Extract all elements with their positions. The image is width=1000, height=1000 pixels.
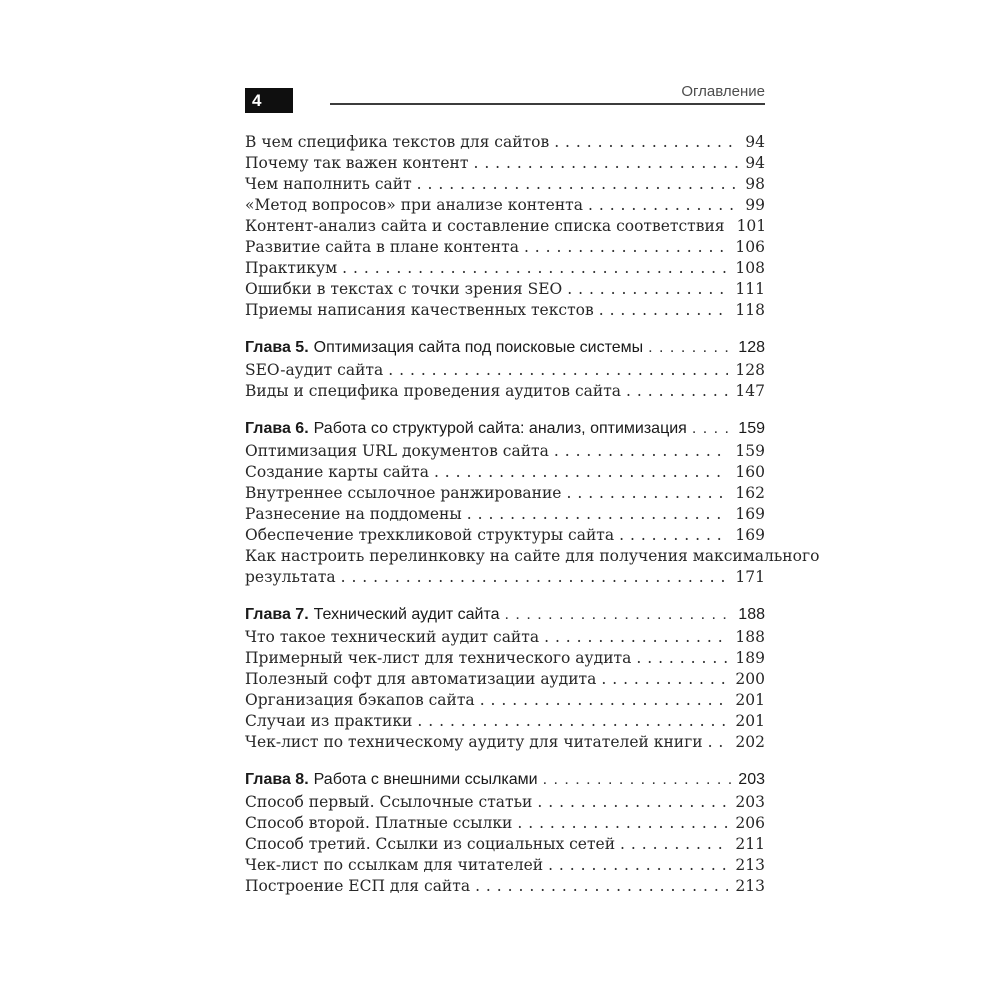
page-number-box	[245, 88, 293, 113]
dot-leader	[566, 483, 728, 504]
entry-page-number: 128	[735, 361, 765, 379]
entry-title: Разнесение на поддомены	[245, 505, 462, 523]
toc-entry	[245, 483, 765, 504]
chapter-heading	[245, 337, 765, 358]
dot-leader	[505, 604, 732, 625]
dot-leader	[341, 567, 729, 588]
toc-entry	[245, 546, 820, 567]
dot-leader	[599, 300, 729, 321]
dot-leader	[417, 174, 739, 195]
entry-page-number: 159	[735, 442, 765, 460]
toc-entry	[245, 258, 765, 279]
entry-title: Способ второй. Платные ссылки	[245, 814, 513, 832]
entry-page-number: 111	[735, 280, 765, 298]
entry-page-number: 189	[735, 649, 765, 667]
toc-entry	[245, 381, 765, 402]
toc-entry	[245, 360, 765, 381]
toc-section	[245, 418, 820, 588]
entry-page-number: 201	[735, 691, 765, 709]
entry-title: Развитие сайта в плане контента	[245, 238, 519, 256]
entry-page-number: 106	[735, 238, 765, 256]
toc-entry	[245, 627, 765, 648]
dot-leader	[554, 441, 729, 462]
dot-leader	[619, 525, 728, 546]
entry-page-number: 169	[735, 505, 765, 523]
entry-page-number: 94	[745, 154, 765, 172]
entry-title: результата	[245, 568, 336, 586]
dot-leader	[626, 381, 728, 402]
entry-page-number: 213	[735, 877, 765, 895]
toc-entry	[245, 567, 765, 588]
chapter-label: Глава 5.	[245, 339, 309, 356]
entry-page-number: 206	[735, 814, 765, 832]
entry-title: Практикум	[245, 259, 338, 277]
toc-entry	[245, 441, 765, 462]
entry-title: Что такое технический аудит сайта	[245, 628, 540, 646]
entry-title: Чем наполнить сайт	[245, 175, 412, 193]
chapter-page-number: 188	[738, 606, 765, 623]
entry-page-number: 160	[735, 463, 765, 481]
entry-title: Случаи из практики	[245, 712, 413, 730]
entry-page-number: 171	[735, 568, 765, 586]
toc-entry	[245, 279, 765, 300]
entry-title: Контент-анализ сайта и составление списка соответствия	[245, 217, 725, 235]
entry-page-number: 200	[735, 670, 765, 688]
entry-page-number: 101	[736, 217, 767, 235]
chapter-label: Глава 8.	[245, 771, 309, 788]
dot-leader	[537, 792, 728, 813]
toc-entry	[245, 711, 765, 732]
entry-page-number: 118	[735, 301, 765, 319]
entry-page-number: 99	[745, 196, 765, 214]
dot-leader	[648, 337, 731, 358]
entry-title: Почему так важен контент	[245, 154, 469, 172]
dot-leader	[544, 627, 728, 648]
entry-title: Организация бэкапов сайта	[245, 691, 475, 709]
entry-page-number: 211	[735, 835, 765, 853]
dot-leader	[708, 732, 729, 753]
entry-title: В чем специфика текстов для сайтов	[245, 133, 550, 151]
toc-entry	[245, 300, 765, 321]
entry-title: Обеспечение трехкликовой структуры сайта	[245, 526, 615, 544]
chapter-heading	[245, 604, 765, 625]
dot-leader	[434, 462, 728, 483]
header-rule	[330, 103, 765, 105]
toc-entry	[245, 855, 765, 876]
dot-leader	[342, 258, 728, 279]
toc-entry	[245, 792, 765, 813]
entry-title: Внутреннее ссылочное ранжирование	[245, 484, 562, 502]
dot-leader	[692, 418, 731, 439]
dot-leader	[467, 504, 729, 525]
toc-entry	[245, 504, 765, 525]
dot-leader	[475, 876, 728, 897]
entry-title: Построение ЕСП для сайта	[245, 877, 471, 895]
dot-leader	[601, 669, 728, 690]
entry-title: Создание карты сайта	[245, 463, 429, 481]
dot-leader	[548, 855, 728, 876]
entry-page-number: 169	[735, 526, 765, 544]
entry-title: Ошибки в текстах с точки зрения SEO	[245, 280, 563, 298]
dot-leader	[480, 690, 729, 711]
toc-entry	[245, 237, 765, 258]
entry-page-number: 201	[735, 712, 765, 730]
entry-page-number: 188	[735, 628, 765, 646]
toc-entry	[245, 195, 765, 216]
toc-section	[245, 337, 765, 402]
header-title: Оглавление	[681, 83, 765, 100]
chapter-title: Работа со структурой сайта: анализ, оптимизация	[313, 420, 687, 437]
toc-entry	[245, 462, 765, 483]
dot-leader	[620, 834, 728, 855]
toc-entry	[245, 648, 765, 669]
running-head	[245, 83, 765, 114]
entry-title: Полезный софт для автоматизации аудита	[245, 670, 597, 688]
entry-page-number: 162	[735, 484, 765, 502]
dot-leader	[636, 648, 728, 669]
entry-title: Чек-лист по техническому аудиту для читателей книги	[245, 733, 703, 751]
chapter-label: Глава 7.	[245, 606, 309, 623]
dot-leader	[567, 279, 728, 300]
entry-title: SEO-аудит сайта	[245, 361, 384, 379]
toc-entry	[245, 690, 765, 711]
entry-page-number: 94	[745, 133, 765, 151]
dot-leader	[517, 813, 728, 834]
dot-leader	[524, 237, 728, 258]
toc-entry	[245, 216, 765, 237]
dot-leader	[473, 153, 738, 174]
toc-entry	[245, 834, 765, 855]
entry-page-number: 203	[735, 793, 765, 811]
toc-section	[245, 604, 765, 753]
entry-title: Оптимизация URL документов сайта	[245, 442, 549, 460]
entry-page-number: 98	[745, 175, 765, 193]
chapter-page-number: 128	[738, 339, 765, 356]
page-number: 4	[252, 91, 262, 110]
toc-entry	[245, 132, 765, 153]
chapter-title: Работа с внешними ссылками	[313, 771, 538, 788]
dot-leader	[417, 711, 728, 732]
toc-entry	[245, 669, 765, 690]
entry-page-number: 147	[735, 382, 765, 400]
dot-leader	[554, 132, 738, 153]
entry-title: Приемы написания качественных текстов	[245, 301, 594, 319]
entry-title: Способ первый. Ссылочные статьи	[245, 793, 533, 811]
dot-leader	[388, 360, 728, 381]
entry-title: Чек-лист по ссылкам для читателей	[245, 856, 544, 874]
entry-title: Виды и специфика проведения аудитов сайта	[245, 382, 622, 400]
entry-title: Как настроить перелинковку на сайте для получения максимального	[245, 547, 820, 565]
toc-section	[245, 132, 765, 321]
toc-entry	[245, 153, 765, 174]
toc-entry	[245, 732, 765, 753]
entry-page-number: 213	[735, 856, 765, 874]
chapter-page-number: 159	[738, 420, 765, 437]
chapter-label: Глава 6.	[245, 420, 309, 437]
entry-page-number: 108	[735, 259, 765, 277]
toc-entry	[245, 174, 765, 195]
entry-title: «Метод вопросов» при анализе контента	[245, 196, 583, 214]
entry-title: Примерный чек-лист для технического аудита	[245, 649, 632, 667]
chapter-title: Оптимизация сайта под поисковые системы	[313, 339, 644, 356]
dot-leader	[588, 195, 738, 216]
toc-entry	[245, 813, 765, 834]
toc-entry	[245, 876, 765, 897]
toc	[245, 132, 820, 897]
toc-section	[245, 769, 765, 897]
entry-page-number: 202	[735, 733, 765, 751]
toc-entry	[245, 525, 765, 546]
entry-title: Способ третий. Ссылки из социальных сетей	[245, 835, 616, 853]
dot-leader	[543, 769, 732, 790]
chapter-title: Технический аудит сайта	[313, 606, 500, 623]
chapter-heading	[245, 418, 765, 439]
chapter-page-number: 203	[738, 771, 765, 788]
chapter-heading	[245, 769, 765, 790]
